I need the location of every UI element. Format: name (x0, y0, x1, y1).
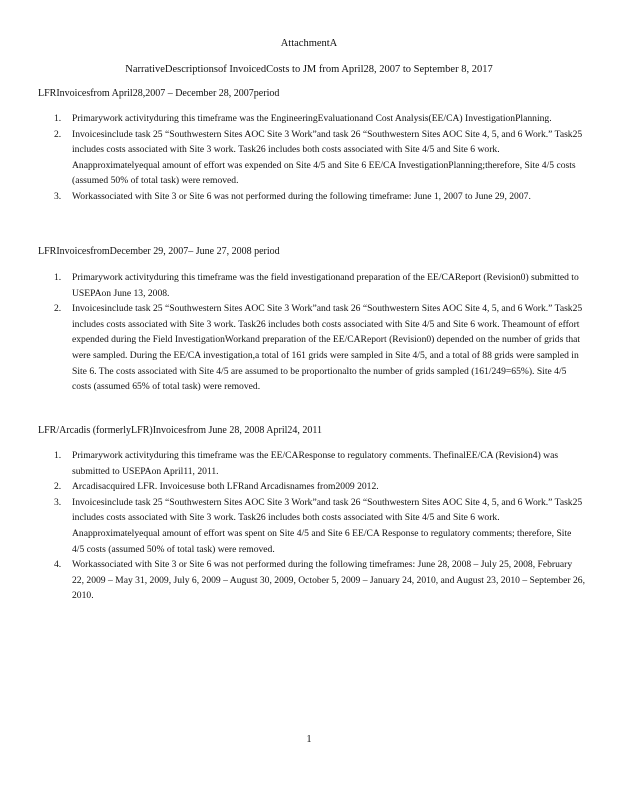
section-heading: LFRInvoicesfromDecember 29, 2007– June 27, 2008 period (38, 246, 280, 257)
item-number: 1. (54, 113, 62, 124)
item-text: Workassociated with Site 3 or Site 6 was not performed during the following timeframes: June 28, 2008 – July 25, 2008, February 22, 2009 – May 31, 2009, July 6, 2009 – August 30, 2009, October 5, 2009 – January 24, 2010, and August 23, 2010 – September 26, 2010. (72, 559, 585, 602)
document-subtitle: NarrativeDescriptionsof InvoicedCosts to JM from April28, 2007 to September 8, 2017 (125, 64, 493, 75)
section-list (38, 111, 586, 205)
list-item (38, 495, 586, 557)
item-text: Primarywork activityduring this timeframe was the EE/CAResponse to regulatory comments. ThefinalEE/CA (Revision4) was submitted to USEPAon April11, 2011. (72, 450, 559, 477)
item-text: Invoicesinclude task 25 “Southwestern Sites AOC Site 3 Work”and task 26 “Southwestern Sites AOC Site 4, 5, and 6 Work.” Task25 includes costs associated with Site 3 work. Task26 includes both costs associated with Site 4/5 and Site 6 work. Anapproximatelyequal amount of effort was expended on Site 4/5 and Site 6 EE/CA InvestigationPlanning;therefore, Site 4/5 costs (assumed 50% of total task) were removed. (72, 128, 583, 187)
item-number: 2. (54, 128, 62, 140)
document-title: AttachmentA (280, 38, 338, 49)
list-item (38, 448, 586, 479)
item-text: Invoicesinclude task 25 “Southwestern Sites AOC Site 3 Work”and task 26 “Southwestern Sites AOC Site 4, 5, and 6 Work.” Task25 includes costs associated with Site 3 work. Task26 includes both costs associated with Site 4/5 and Site 6 work. Anapproximatelyequal amount of effort was spent on Site 4/5 and Site 6 EE/CA Response to regulatory comments; therefore, Site 4/5 costs (assumed 50% of total task) were removed. (72, 496, 583, 555)
item-number: 3. (54, 496, 62, 508)
list-item (38, 479, 586, 495)
item-text: Primarywork activityduring this timeframe was the field investigationand preparation of the EE/CAReport (Revision0) submitted to USEPAon June 13, 2008. (72, 272, 579, 299)
list-item (38, 111, 586, 127)
section-list (38, 448, 586, 604)
page-number: 1 (306, 734, 312, 745)
item-text: Invoicesinclude task 25 “Southwestern Sites AOC Site 3 Work”and task 26 “Southwestern Sites AOC Site 4, 5, and 6 Work.” Task25 includes costs associated with Site 3 work. Task26 includes both costs associated with Site 4/5 and Site 6 work. Theamount of effort expended during the Field InvestigationWorkand preparation of the EE/CAReport (Revision0) depended on the number of grids that were sampled. During the EE/CA investigation,a total of 161 grids were sampled in Site 4/5, and a total of 88 grids were sampled in Site 6. The costs associated with Site 4/5 are assumed to be proportionalto the number of grids sampled (161/249=65%). Site 4/5 costs (assumed 65% of total task) were removed. (72, 303, 583, 393)
list-item (38, 270, 586, 301)
item-number: 1. (54, 272, 62, 283)
section-list (38, 270, 586, 395)
item-text: Workassociated with Site 3 or Site 6 was not performed during the following timeframe: June 1, 2007 to June 29, 2007. (72, 190, 531, 202)
item-number: 2. (54, 303, 62, 315)
item-text: Primarywork activityduring this timeframe was the EngineeringEvaluationand Cost Analysis(EE/CA) InvestigationPlanning. (72, 113, 552, 124)
item-number: 3. (54, 190, 62, 202)
list-item (38, 557, 586, 604)
list-item (38, 189, 586, 205)
item-number: 2. (54, 481, 62, 493)
item-number: 1. (54, 450, 62, 461)
list-item (38, 127, 586, 189)
list-item (38, 301, 586, 395)
item-number: 4. (54, 559, 62, 571)
section-heading: LFRInvoicesfrom April28,2007 – December 28, 2007period (38, 88, 280, 99)
item-text: Arcadisacquired LFR. Invoicesuse both LFRand Arcadisnames from2009 2012. (72, 481, 379, 493)
section-heading: LFR/Arcadis (formerlyLFR)Invoicesfrom June 28, 2008 April24, 2011 (38, 425, 323, 436)
